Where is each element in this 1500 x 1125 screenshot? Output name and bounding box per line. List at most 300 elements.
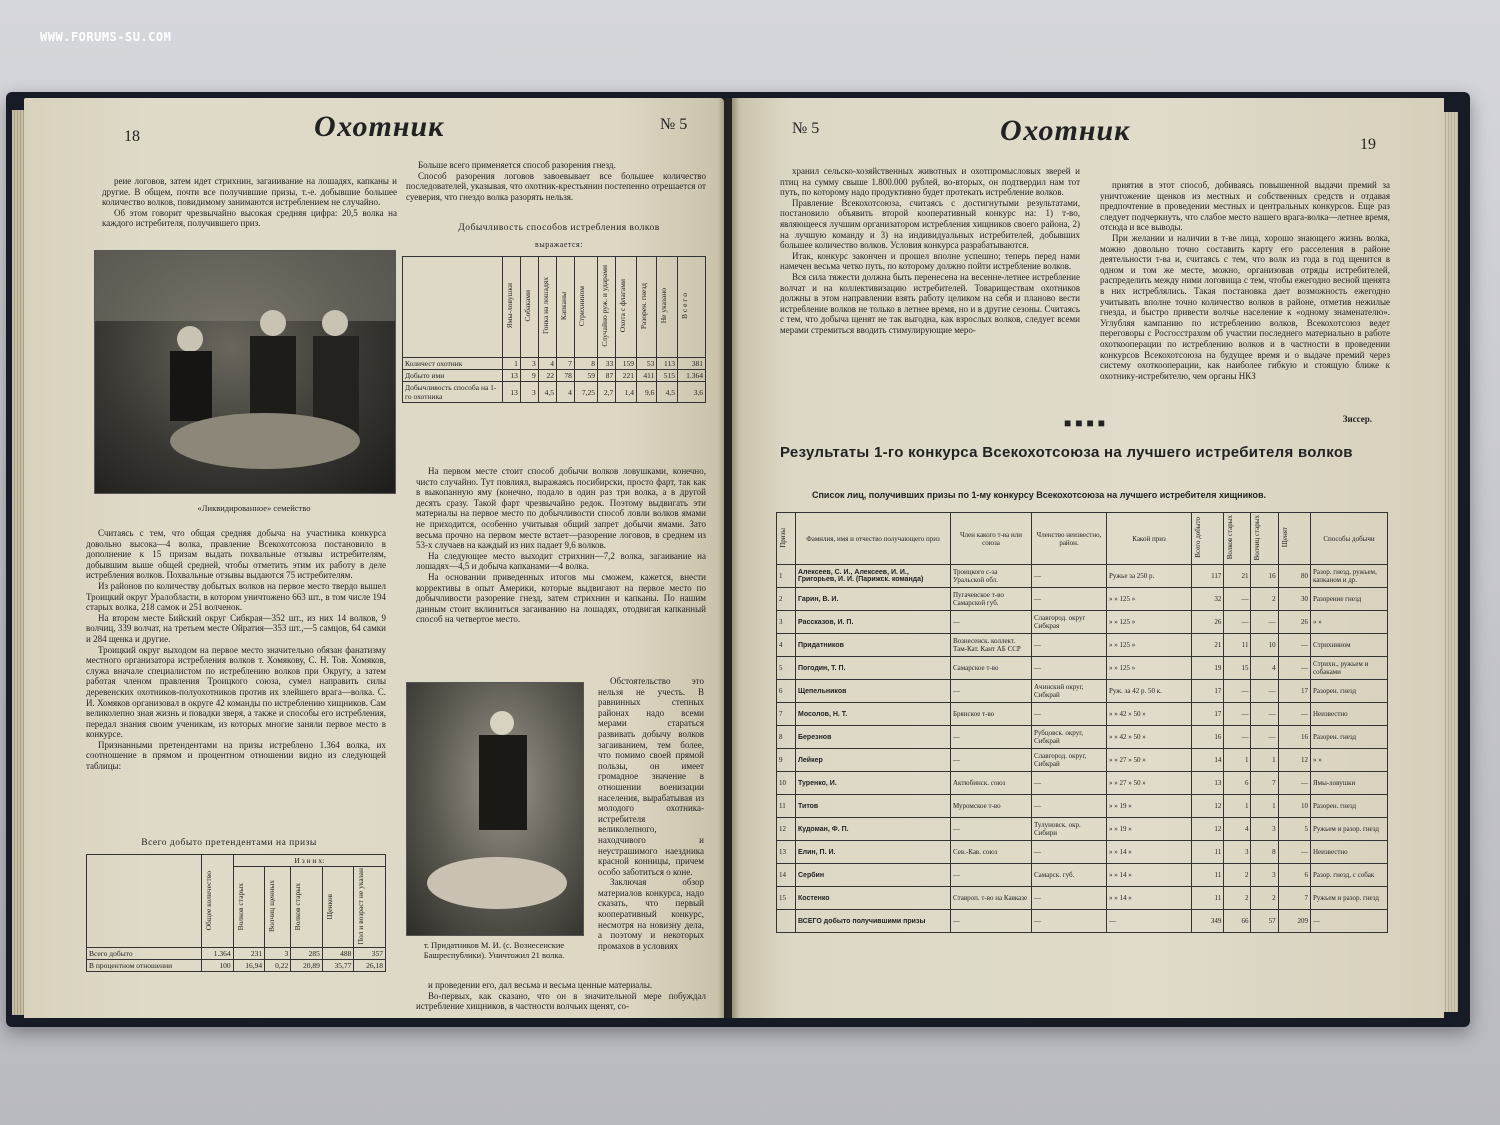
table-row: [777, 887, 1388, 910]
table-row: [777, 680, 1388, 703]
table-cell: 13: [503, 370, 521, 382]
table-cell: » » 27 » 50 »: [1107, 749, 1192, 772]
table-cell: 4: [1224, 818, 1251, 841]
winner-name: Рассказов, И. П.: [796, 611, 951, 634]
paragraph: Вся сила тяжести должна быть перенесена на весенне-летнее истребление волчат и на коллективизацию истребителей. Товариществам охотников должны в этом направлении взять работу целиком на себя и планово вести истребление волков не только в летнее время, но и в другие сезоны. Считаясь с тем, что добыча щенят не так выгодна, как взрослых волков, следует всеми мерами стремиться вводить стимулирующие меро-: [780, 271, 1080, 335]
table-cell: 13: [1192, 772, 1224, 795]
main-title: Результаты 1-го конкурса Всекохотсоюза на лучшего истребителя волков: [780, 444, 1353, 461]
table-cell: 0,22: [265, 960, 291, 972]
table-cell: 8: [574, 358, 597, 370]
prize-winners-table: [776, 512, 1388, 933]
table-header: В с е г о: [678, 257, 706, 358]
section-divider: ■■■■: [1064, 416, 1109, 430]
table-cell: Ружье за 250 р.: [1107, 565, 1192, 588]
table-cell: 285: [291, 948, 323, 960]
paragraph: На втором месте Бийский округ Сибкрая—352 шт., из них 14 волков, 9 волчиц, 339 волчат, на третьем месте Ойратия—353 шт.,—5 самцов, 64 самки и 284 щенка и другие.: [86, 612, 386, 644]
table-cell: —: [1224, 726, 1251, 749]
table-header: Общее количество: [202, 855, 234, 948]
table-cell: —: [1032, 565, 1107, 588]
masthead: Охотник: [314, 110, 445, 143]
table-cell: 53: [636, 358, 656, 370]
table-cell: 6: [1224, 772, 1251, 795]
table-cell: 87: [597, 370, 615, 382]
left-col2-side: [598, 676, 704, 951]
hunters-photo: [94, 250, 396, 494]
table-cell: 4: [538, 358, 556, 370]
table-cell: » » 125 »: [1107, 657, 1192, 680]
table-cell: 4: [1251, 657, 1278, 680]
table-cell: 221: [616, 370, 637, 382]
table-cell: 117: [1192, 565, 1224, 588]
right-page: [732, 98, 1444, 1018]
table-cell: 1: [777, 565, 796, 588]
masthead: Охотник: [1000, 114, 1131, 147]
prize-table-body: [777, 565, 1388, 933]
table-cell: 15: [1224, 657, 1251, 680]
table-cell: 1.364: [678, 370, 706, 382]
table-cell: 515: [657, 370, 678, 382]
table-cell: 14: [777, 864, 796, 887]
watermark: WWW.FORUMS-SU.COM: [40, 30, 172, 44]
table-row: [403, 358, 706, 370]
table-row: [87, 948, 386, 960]
table-cell: 7: [557, 358, 575, 370]
table-cell: Рубцовск. округ, Сибкрай: [1032, 726, 1107, 749]
hunter-with-wolf-illustration: [407, 683, 583, 935]
table-row: [777, 726, 1388, 749]
table-cell: 3: [1251, 864, 1278, 887]
table-cell: —: [1032, 588, 1107, 611]
table-cell: —: [1107, 910, 1192, 933]
row-label: В процентном отношении: [87, 960, 202, 972]
winner-name: Кудоман, Ф. П.: [796, 818, 951, 841]
table-cell: 12: [777, 818, 796, 841]
table-cell: 10: [1251, 634, 1278, 657]
paragraph: Способ разорения логовов завоевывает все большее количество последователей, указывая, что охотник-крестьянин постепенно отрешается от суеверия, что гнездо волка разорять нельзя.: [406, 170, 706, 202]
table-cell: Славгород. округ Сибкрая: [1032, 611, 1107, 634]
table-cell: » » 42 » 50 »: [1107, 703, 1192, 726]
table-cell: 381: [678, 358, 706, 370]
table-cell: —: [1032, 910, 1107, 933]
table-cell: 59: [574, 370, 597, 382]
table-cell: —: [1032, 703, 1107, 726]
table-cell: 4: [557, 382, 575, 403]
table-cell: 4: [777, 634, 796, 657]
paragraph: Из районов по количеству добытых волков на первое место твердо вышел Троицкий округ Уралобласти, в котором уничтожено 663 шт., в том числе 194 старых волка, 218 самок и 251 волченок.: [86, 580, 386, 613]
table-cell: 21: [1192, 634, 1224, 657]
table-cell: 16,94: [233, 960, 265, 972]
table-cell: Ружьем и разор. гнезд: [1311, 818, 1388, 841]
table-cell: Неизвестно: [1311, 703, 1388, 726]
table-cell: 159: [616, 358, 637, 370]
table-cell: Брянское т-во: [951, 703, 1032, 726]
table-cell: —: [1311, 910, 1388, 933]
table-row: [777, 588, 1388, 611]
table-row: [403, 382, 706, 403]
table-cell: —: [1251, 611, 1278, 634]
table-cell: 2: [1251, 588, 1278, 611]
table-cell: » »: [1311, 749, 1388, 772]
table-cell: 3: [520, 358, 538, 370]
paragraph: Больше всего применяется способ разорения гнезд.: [418, 160, 616, 170]
table-cell: 78: [557, 370, 575, 382]
table-header: Фамилия, имя и отчество получающего приз: [796, 513, 951, 565]
table-header: Охота с флагами: [616, 257, 637, 358]
table-cell: —: [1224, 680, 1251, 703]
table-cell: 488: [322, 948, 354, 960]
table-cell: 5: [1278, 818, 1310, 841]
table-cell: 1: [1224, 749, 1251, 772]
portrait-photo: [406, 682, 584, 936]
paragraph: Обстоятельство это нельзя не учесть. В равнинных степных районах надо всеми мерами стараться развивать добычу волков загаиванием, тем более, что помимо своей прямой пользы, он имеет громадное значение в отношении военизации населения, вырабатывая из молодого охотника-истребителя великолепного, находчивого и неустрашимого наездника красной конницы, причем особо заботиться о коне.: [598, 676, 704, 877]
table-cell: 2,7: [597, 382, 615, 403]
winner-name: Титов: [796, 795, 951, 818]
table-header: Волков старых: [291, 867, 323, 948]
table-cell: » » 19 »: [1107, 818, 1192, 841]
table-cell: » » 125 »: [1107, 634, 1192, 657]
row-label: Количест охотник: [403, 358, 503, 370]
table-cell: ВСЕГО добыто получившими призы: [796, 910, 951, 933]
paragraph: Троицкий округ выходом на первое место значительно обязан фанатизму местного организатора истребления волков т. Хомякову, С. Н. Тов. Хомяков, служа вначале специалистом по истреблению волков при Округу, а затем работая членом правления Троицкого союза, сумел направить силы деревенских охотников-полуохотников против их злейшего врага—волка. С. И. Хомяков организовал в округе 42 команды по истреблению хищников. Сам великолепно зная жизнь и повадки зверя, а также и способы его истребления, передал знания своим ученикам, из которых многие заняли первое место в конкурсе.: [86, 644, 386, 740]
table-cell: » » 42 » 50 »: [1107, 726, 1192, 749]
table-cell: Сев.-Кав. союз: [951, 841, 1032, 864]
table-row: [777, 634, 1388, 657]
table-cell: Неизвестно: [1311, 841, 1388, 864]
hunters-illustration: [95, 251, 395, 493]
winner-name: Алексеев, С. И., Алексеев, И. И., Григорьев, И. И. (Парижск. команда): [796, 565, 951, 588]
table-cell: Самарск. губ.: [1032, 864, 1107, 887]
table-row: [777, 565, 1388, 588]
table-header: Волчиц щенных: [265, 867, 291, 948]
table-cell: —: [1251, 726, 1278, 749]
winner-name: Гарин, В. И.: [796, 588, 951, 611]
table-cell: [403, 257, 503, 358]
table-cell: Ружьем и разор. гнезд: [1311, 887, 1388, 910]
table-cell: 16: [1192, 726, 1224, 749]
table-cell: 9: [520, 370, 538, 382]
left-col1-top: [102, 176, 397, 229]
table-cell: 12: [1278, 749, 1310, 772]
table-cell: [777, 910, 796, 933]
table-cell: Ямы-ловушки: [1311, 772, 1388, 795]
row-label: Всего добыто: [87, 948, 202, 960]
table-cell: 100: [202, 960, 234, 972]
table-row: [403, 370, 706, 382]
table-cell: —: [951, 864, 1032, 887]
table-cell: —: [951, 818, 1032, 841]
table-cell: Разорен. гнезд: [1311, 680, 1388, 703]
table-row: [777, 703, 1388, 726]
winner-name: Мосолов, Н. Т.: [796, 703, 951, 726]
table-cell: » » 14 »: [1107, 887, 1192, 910]
table-cell: 11: [777, 795, 796, 818]
table-row: [777, 611, 1388, 634]
table-cell: 14: [1192, 749, 1224, 772]
table-row: [87, 960, 386, 972]
table-row: [777, 864, 1388, 887]
table-row: [777, 818, 1388, 841]
table-cell: 17: [1192, 703, 1224, 726]
issue-number: № 5: [792, 120, 820, 137]
table-cell: 357: [354, 948, 386, 960]
table-cell: 3: [265, 948, 291, 960]
table-cell: 2: [777, 588, 796, 611]
table-cell: » » 125 »: [1107, 611, 1192, 634]
paragraph: На следующее место выходит стрихнин—7,2 волка, загаивание на лошадях—4,5 и добыча капканами—4 волка.: [416, 550, 706, 572]
table-row: [777, 772, 1388, 795]
winner-name: Сербин: [796, 864, 951, 887]
winner-name: Щепельников: [796, 680, 951, 703]
table2-title: Всего добыто претендентами на призы: [141, 838, 317, 848]
table-cell: 2: [1251, 887, 1278, 910]
table-cell: 9: [777, 749, 796, 772]
table-row: [777, 749, 1388, 772]
page-number: 19: [1360, 136, 1376, 153]
table-cell: —: [1032, 657, 1107, 680]
table-cell: 17: [1278, 680, 1310, 703]
table-cell: 80: [1278, 565, 1310, 588]
table-cell: 3,6: [678, 382, 706, 403]
winner-name: Туренко, И.: [796, 772, 951, 795]
winner-name: Лейкер: [796, 749, 951, 772]
table-header: Призы: [777, 513, 796, 565]
table-cell: 8: [1251, 841, 1278, 864]
paragraph: Во-первых, как сказано, что он в значительной мере побуждал истребление хищников, в частности волчьих щенят, со-: [416, 990, 706, 1012]
table-cell: [87, 855, 202, 948]
table-cell: 8: [777, 726, 796, 749]
photo-caption: «Ликвидированное» семейство: [197, 503, 311, 513]
table-cell: Разорен. гнезд: [1311, 795, 1388, 818]
table-cell: Актюбинск. союз: [951, 772, 1032, 795]
table-cell: 3: [520, 382, 538, 403]
table-cell: 7: [1251, 772, 1278, 795]
table-header: Щенят: [1278, 513, 1310, 565]
table-cell: 2: [1224, 864, 1251, 887]
table-cell: 13: [777, 841, 796, 864]
photo-caption: т. Придатников М. И. (с. Вознесенские Башреспублики). Уничтожил 21 волка.: [423, 940, 565, 960]
table-cell: 35,77: [322, 960, 354, 972]
left-col2-bottom: [416, 980, 706, 1012]
left-page: [24, 98, 724, 1018]
page-number: 18: [124, 128, 140, 145]
table-header: Волков старых: [233, 867, 265, 948]
table-header: Способы добычи: [1311, 513, 1388, 565]
table-cell: 3: [777, 611, 796, 634]
table-cell: 10: [1278, 795, 1310, 818]
table-cell: —: [1251, 703, 1278, 726]
left-col1-mid: [86, 528, 386, 772]
table-cell: 30: [1278, 588, 1310, 611]
table-cell: —: [1032, 841, 1107, 864]
paragraph: Правление Всекохотсоюза, считаясь с достигнутыми результатами, постановило объявить второй кооперативный конкурс на: 1) т-во, являющееся лучшим организатором истребления хищников своего района, 2) на лучшую команду и 3) на индивидуальных истребителей, добывших большее количество волков. Условия конкурса разрабатываются.: [780, 197, 1080, 251]
table-cell: » » 27 » 50 »: [1107, 772, 1192, 795]
table-header: Случайно руж. и ударами: [597, 257, 615, 358]
table-cell: —: [1278, 772, 1310, 795]
table-header: Щенков: [322, 867, 354, 948]
method-efficiency-table: [402, 256, 706, 403]
table-cell: 231: [233, 948, 265, 960]
table-cell: Руж. за 42 р. 50 к.: [1107, 680, 1192, 703]
table-cell: 16: [1278, 726, 1310, 749]
winner-name: Придатников: [796, 634, 951, 657]
table-cell: 4,5: [538, 382, 556, 403]
table-cell: 6: [777, 680, 796, 703]
winner-name: Костенко: [796, 887, 951, 910]
table-cell: —: [951, 726, 1032, 749]
table-cell: Разор. гнезд, с собак: [1311, 864, 1388, 887]
paragraph: приятия в этот способ, добиваясь повышенной выдачи премий за уничтожение щенков из местных и собственных средств и отдавая предпочтение в проведении местных и центральных конкурсов. Еще раз следует подчеркнуть, что слабое место нашего врага-волка—летнее время, отсюда и все выводы.: [1100, 180, 1390, 233]
table-cell: 3: [1251, 818, 1278, 841]
table-cell: Самарское т-во: [951, 657, 1032, 680]
right-col2: [1100, 180, 1390, 381]
table-cell: 5: [777, 657, 796, 680]
paragraph: реие логовов, затем идет стрихнин, загаиивание на лошадях, капканы и другие. В общем, почти все получившие призы, т.-е. добывшие большее количество волков, повидимому занимаются истреблением не случайно.: [102, 176, 397, 208]
table-cell: 1: [1224, 795, 1251, 818]
table-cell: 12: [1192, 818, 1224, 841]
table-cell: —: [1224, 588, 1251, 611]
winner-name: Березнов: [796, 726, 951, 749]
table-cell: 33: [597, 358, 615, 370]
table-cell: 2: [1224, 887, 1251, 910]
table-cell: Разорен. гнезд: [1311, 726, 1388, 749]
table-cell: —: [1032, 772, 1107, 795]
table-cell: —: [1278, 703, 1310, 726]
table-header: Разорен. гнезд: [636, 257, 656, 358]
table-cell: 1,4: [616, 382, 637, 403]
table-cell: 7: [777, 703, 796, 726]
table-cell: —: [951, 749, 1032, 772]
table-cell: 21: [1224, 565, 1251, 588]
table-cell: 1: [1251, 749, 1278, 772]
table-cell: Троицкого с-за Уральской обл.: [951, 565, 1032, 588]
table-header: Гонка на лошадях: [538, 257, 556, 358]
table-cell: 15: [777, 887, 796, 910]
paragraph: Итак, конкурс закончен и прошел вполне успешно; теперь перед нами намечен весьма четко путь, по которому должно пойти истребление волков.: [780, 250, 1080, 272]
table-cell: 19: [1192, 657, 1224, 680]
table-cell: 3: [1224, 841, 1251, 864]
table-header: Членство неизвестно, район.: [1032, 513, 1107, 565]
paragraph: Считаясь с тем, что общая средняя добыча на участника конкурса довольно высока—4 волка, правление Всекохотсоюза постановило в дополнение к 15 призам выдать похвальные отзывы истребителям, добывшим выше общей средней, чтобы отметить этим их работу в деле истребления волков. Похвальные отзывы выдаются 75 истребителям.: [86, 528, 386, 581]
table-cell: 1: [1251, 795, 1278, 818]
table-cell: 10: [777, 772, 796, 795]
table-cell: 13: [503, 382, 521, 403]
winner-name: Елин, П. И.: [796, 841, 951, 864]
table-cell: 12: [1192, 795, 1224, 818]
paragraph: Об этом говорит чрезвычайно высокая средняя цифра: 20,5 волка на каждого истребителя, получившего приз.: [102, 207, 397, 229]
table-header: Волков старых: [1224, 513, 1251, 565]
table-header: Не указано: [657, 257, 678, 358]
table-cell: Ставроп. т-во на Кавказе: [951, 887, 1032, 910]
table-cell: 57: [1251, 910, 1278, 933]
table-header: Пол и возраст не указан: [354, 867, 386, 948]
table-cell: 11: [1192, 887, 1224, 910]
paragraph: На основании приведенных итогов мы сможем, кажется, внести коррективы в опыт Америки, которые выдвигают на первое место по добычливости разорение гнезд, затем стрихнин и капканы. По нашим данным стоит вклиниться загаиванию на лошадях, отодвигая капканный способ на четвертое место.: [416, 571, 706, 625]
table-cell: 11: [1192, 841, 1224, 864]
table-cell: 7: [1278, 887, 1310, 910]
table-cell: 209: [1278, 910, 1310, 933]
table-cell: —: [1278, 657, 1310, 680]
table-cell: 26,18: [354, 960, 386, 972]
table-cell: Муромское т-во: [951, 795, 1032, 818]
table-row: [777, 841, 1388, 864]
table-cell: 1: [503, 358, 521, 370]
table-cell: 349: [1192, 910, 1224, 933]
row-label: Добычливость способа на 1-го охотника: [403, 382, 503, 403]
table-cell: 32: [1192, 588, 1224, 611]
table-cell: —: [951, 611, 1032, 634]
paragraph: На первом месте стоит способ добычи волков ловушками, конечно, чисто случайно. Тут повлиял, выражаясь посибирски, просто фарт, так как в выкопанную яму (конечно, подало в один раз три волка, а в другой десять сразу. Такой фарт чрезвычайно редок. Поэтому выдвигать эти материалы на первое место по добычливости способ ловли волков ямами не приходится, особенно учитывая общий запрет добычи ямами. Зато весьма прочно на первом месте встает—разорение логовов, в среднем из 53-х случаев на каждый из них падает 9,6 волков.: [416, 466, 706, 551]
table-cell: 16: [1251, 565, 1278, 588]
table-cell: Разорение гнезд: [1311, 588, 1388, 611]
table-header: Член какого т-ва или союза: [951, 513, 1032, 565]
table-cell: 20,89: [291, 960, 323, 972]
paragraph: Признанными претендентами на призы истреблено 1.364 волка, их соотношение в прямом и процентном отношении видно из следующей таблицы:: [86, 739, 386, 772]
table-cell: —: [951, 910, 1032, 933]
table-cell: 26: [1278, 611, 1310, 634]
table-cell: —: [1251, 680, 1278, 703]
table-cell: 66: [1224, 910, 1251, 933]
table-cell: Стрихн., ружьем и собаками: [1311, 657, 1388, 680]
table-cell: 4,5: [657, 382, 678, 403]
table-cell: 7,25: [574, 382, 597, 403]
left-col2-top: [406, 160, 706, 202]
table-cell: 11: [1224, 634, 1251, 657]
table-cell: —: [1224, 703, 1251, 726]
table-cell: Пугачевское т-во Самарской губ.: [951, 588, 1032, 611]
table-header: Всего добыто: [1192, 513, 1224, 565]
table1-title: Добычливость способов истребления волков: [458, 223, 660, 233]
table-cell: 6: [1278, 864, 1310, 887]
table-row: [777, 795, 1388, 818]
table-row: [777, 657, 1388, 680]
table-cell: Славгород. округ, Сибкрай: [1032, 749, 1107, 772]
winner-name: Погодин, Т. П.: [796, 657, 951, 680]
right-col1: [780, 166, 1080, 336]
table-total-row: [777, 910, 1388, 933]
table-cell: 113: [657, 358, 678, 370]
table-cell: Тулуновск. окр. Сибири: [1032, 818, 1107, 841]
table-header: Капканы: [557, 257, 575, 358]
paragraph: При желании и наличии в т-ве лица, хорошо знающего жизнь волка, можно довольно точно составить карту его расселения в районе деятельности т-ва и, считаясь с тем, что волк из года в год щенится в одном и том же месте, можно, организовав отряды истребителей, распределить между ними логовища с тем, чтобы ежегодно весной щенята в них истреблялись. Такая постановка дает возможность ежегодно учитывать вполне точно количество волков в районе, отметив нежилые гнезда, и быстро привести волчье население к «одному знаменателю». Углубляя кампанию по истреблению волков, Всекохотсоюз ведет переговоры с Росгосстрахом об участии последнего материально в работе охоткооперации по истреблению волков и в частности в проведении конкурсов Всекохотсоюза на будущее время и о выдаче премий через систему охоткооперации, как наиболее гибкую и стоящую ближе к охотнику-истребителю, чем органы НКЗ: [1100, 232, 1390, 381]
table-cell: 11: [1192, 864, 1224, 887]
table-header: Волчиц старых: [1251, 513, 1278, 565]
table-cell: —: [1032, 887, 1107, 910]
paragraph: Заключая обзор материалов конкурса, надо сказать, что первый кооперативный конкурс, несмотря на новизну дела, а поэтому и некоторых промахов в условиях: [598, 877, 704, 951]
table-cell: 9,6: [636, 382, 656, 403]
table-cell: —: [1278, 841, 1310, 864]
table-cell: » » 14 »: [1107, 841, 1192, 864]
table-cell: 411: [636, 370, 656, 382]
book-gutter: [718, 98, 740, 1018]
table-cell: 22: [538, 370, 556, 382]
table-cell: » » 125 »: [1107, 588, 1192, 611]
table-header: Ямы-ловушки: [503, 257, 521, 358]
table-cell: 1.364: [202, 948, 234, 960]
table-cell: Вознесенск. коллект. Там-Кат. Кант АБ ССР: [951, 634, 1032, 657]
table-title: Список лиц, получивших призы по 1-му конкурсу Всекохотсоюза на лучшего истребителя хищников.: [812, 490, 1267, 500]
table-cell: Разор. гнезд, ружьем, капканом и др.: [1311, 565, 1388, 588]
table-cell: —: [1224, 611, 1251, 634]
table1-subtitle: выражается:: [535, 240, 583, 249]
table-header: Собаками: [520, 257, 538, 358]
table-cell: —: [951, 680, 1032, 703]
table-cell: —: [1278, 634, 1310, 657]
table-cell: —: [1032, 634, 1107, 657]
paragraph: и проведении его, дал весьма и весьма ценные материалы.: [428, 980, 653, 990]
table-header: Стрихнином: [574, 257, 597, 358]
row-label: Добыто ими: [403, 370, 503, 382]
table-cell: » »: [1311, 611, 1388, 634]
